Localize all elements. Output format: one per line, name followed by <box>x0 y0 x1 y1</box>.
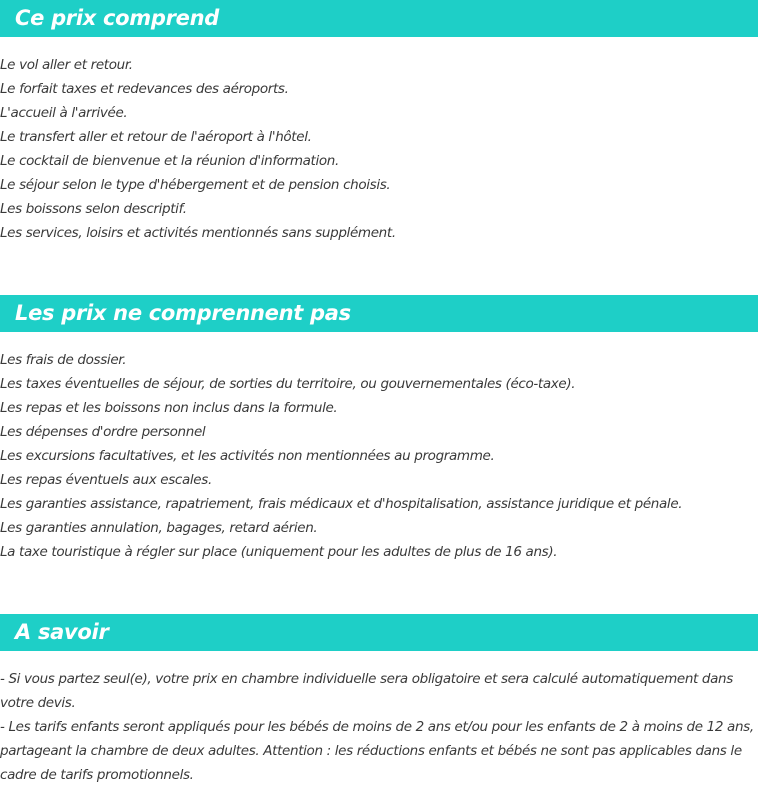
list-item: Les garanties annulation, bagages, retard aérien. <box>0 520 318 536</box>
list-item: Les garanties assistance, rapatriement, frais médicaux et d'hospitalisation, assistance juridique et pénale. <box>0 496 683 512</box>
info-paragraph: - Les tarifs enfants seront appliqués pour les bébés de moins de 2 ans et/ou pour les enfants de 2 à moins de 12 ans, partageant la chambre de deux adultes. Attention : les réductions enfants et bébés ne sont pas applicables dans le cadre de tarifs promotionnels. <box>0 719 754 783</box>
list-item: Les excursions facultatives, et les activités non mentionnées au programme. <box>0 448 495 464</box>
list-item: Le transfert aller et retour de l'aéroport à l'hôtel. <box>0 129 312 145</box>
list-item: Les boissons selon descriptif. <box>0 201 187 217</box>
list-item: Les repas et les boissons non inclus dans la formule. <box>0 400 338 416</box>
info-paragraph: - Si vous partez seul(e), votre prix en chambre individuelle sera obligatoire et sera calculé automatiquement dans votre devis. <box>0 671 733 711</box>
list-item: L'accueil à l'arrivée. <box>0 105 128 121</box>
included-list <box>0 53 758 245</box>
good-to-know-text <box>0 667 756 787</box>
list-item: Le vol aller et retour. <box>0 57 133 73</box>
list-item: Le forfait taxes et redevances des aéroports. <box>0 81 289 97</box>
list-item: Les taxes éventuelles de séjour, de sorties du territoire, ou gouvernementales (éco-taxe). <box>0 376 576 392</box>
section-header-included: Ce prix comprend <box>0 0 758 37</box>
list-item: Le séjour selon le type d'hébergement et de pension choisis. <box>0 177 391 193</box>
list-item: Les frais de dossier. <box>0 352 127 368</box>
list-item: La taxe touristique à régler sur place (uniquement pour les adultes de plus de 16 ans). <box>0 544 558 560</box>
section-header-good-to-know: A savoir <box>0 614 758 651</box>
list-item: Les repas éventuels aux escales. <box>0 472 212 488</box>
list-item: Les dépenses d'ordre personnel <box>0 424 206 440</box>
not-included-list <box>0 348 758 564</box>
section-header-not-included: Les prix ne comprennent pas <box>0 295 758 332</box>
list-item: Les services, loisirs et activités mentionnés sans supplément. <box>0 225 396 241</box>
list-item: Le cocktail de bienvenue et la réunion d'information. <box>0 153 339 169</box>
